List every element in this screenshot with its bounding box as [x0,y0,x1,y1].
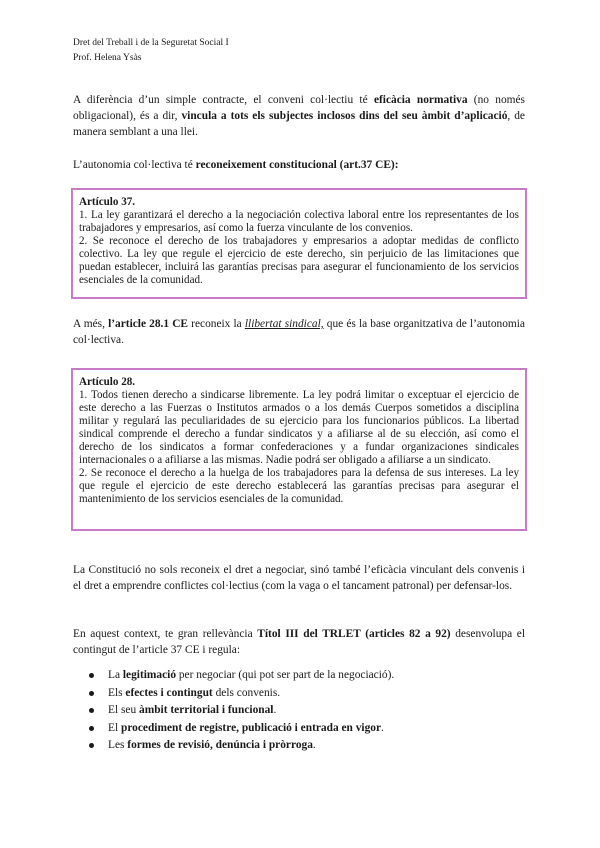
text: A diferència d’un simple contracte, el conveni col·lectiu té [73,94,374,106]
intro-paragraph [73,92,525,141]
text: Els [108,686,126,699]
list-item [73,667,525,685]
professor-name: Prof. Helena Ysàs [73,53,142,63]
bullet-icon [89,743,94,748]
article-28-item-2: 2. Se reconoce el derecho a la huelga de los trabajadores para la defensa de sus intereses. La ley que regule el ejercicio de este derecho establecerá las garantías precisas para asegurar el mantenimiento de los servicios esenciales de la comunidad. [79,467,519,505]
article-28-paragraph [73,316,525,348]
list-item [73,685,525,703]
constitution-paragraph: La Constitució no sols reconeix el dret a negociar, sinó també l’eficàcia vinculant dels convenis i el dret a emprendre conflictes col·lectius (com la vaga o el tancament patronal) per defensar-los. [73,564,525,593]
bold-text: efectes i contingut [125,686,213,699]
text: . [381,721,384,734]
bold-text: àmbit territorial i funcional [139,704,274,716]
bold-text: reconeixement constitucional (art.37 CE): [195,159,399,171]
page-header [73,36,229,66]
text: desenvolupa el contingut de l’article 37 CE i regula: [73,628,525,657]
text: El seu [108,704,140,716]
text: dels convenis. [212,686,281,699]
llibertat-sindical-link[interactable]: llibertat sindical, [244,318,324,330]
article-28-title: Artículo 28. [79,376,136,388]
text: per negociar (qui pot ser part de la negociació). [176,669,395,681]
article-28-item-1: 1. Todos tienen derecho a sindicarse libremente. La ley podrá limitar o exceptuar el ejercicio de este derecho a las Fuerzas o Institutos armados o a los demás Cuerpos sometidos a disciplina militar y regulará las peculiaridades de su ejercicio para los funcionarios públicos. La libertad sindical comprende el derecho a fundar sindicatos y a afiliarse al de su elección, así como el derecho de los sindicatos a formar confederaciones y a fundar organizaciones sindicales internacionales o a afiliarse a las mismas. Nadie podrá ser obligado a afiliarse a un sindicato. [79,389,519,466]
bold-text: legitimació [122,669,177,681]
text: La [108,669,123,681]
trlet-paragraph [73,626,525,658]
bold-text: Títol III del TRLET (articles 82 a 92) [257,628,451,640]
constitutional-paragraph [73,157,525,173]
list-item [73,702,525,720]
bullet-icon [89,708,94,713]
text: reconeix la [188,318,245,330]
bold-text: formes de revisió, denúncia i pròrroga [127,739,313,751]
text: Les [108,739,128,751]
bullet-icon [89,726,94,731]
article-28-box [71,368,527,531]
text: A més, [73,318,109,330]
article-37-item-2: 2. Se reconoce el derecho de los trabajadores y empresarios a adoptar medidas de conflicto colectivo. La ley que regule el ejercicio de este derecho, sin perjuicio de las limitaciones que puedan establecer, incluirá las garantías precisas para asegurar el funcionamiento de los servicios esenciales de la comunidad. [79,235,519,286]
bullet-icon [89,691,94,696]
article-37-title: Artículo 37. [79,196,136,208]
course-title: Dret del Treball i de la Seguretat Social I [73,38,229,48]
article-37-item-1: 1. La ley garantizará el derecho a la negociación colectiva laboral entre los representantes de los trabajadores y empresarios, así como la fuerza vinculante de los convenios. [79,209,519,234]
text: que és la base organitzativa de l’autonomia col·lectiva. [73,318,525,347]
list-item [73,720,525,738]
bold-text: eficàcia normativa [373,94,468,106]
text: . [273,704,277,716]
bold-text: vincula a tots els subjectes inclosos dins del seu àmbit d’aplicació [181,110,508,123]
list-item [73,737,525,755]
bold-text: procediment de registre, publicació i entrada en vigor [120,721,382,734]
text: L’autonomia col·lectiva té [73,159,196,171]
regulation-list [73,667,525,755]
text: El [108,721,121,734]
article-37-box [71,188,527,299]
text: , de manera semblant a una llei. [73,110,525,139]
text: En aquest context, te gran rellevància [73,628,258,640]
text: (no només obligacional), és a dir, [73,94,525,123]
bold-text: l’article 28.1 CE [108,318,189,330]
text: . [312,739,316,751]
bullet-icon [89,673,94,678]
